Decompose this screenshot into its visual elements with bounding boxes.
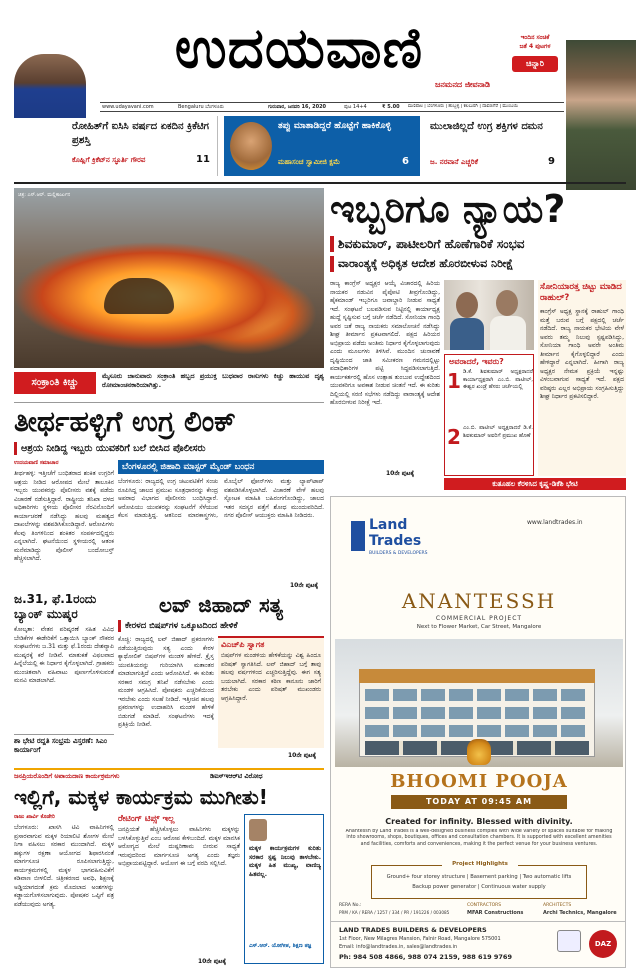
quote-box [244,814,324,964]
teaser-strip [14,116,566,176]
bull-silhouette [104,278,174,314]
who-item-1: ಡಿ.ಕೆ. ಶಿವಕುಮಾರ್ ಅಧ್ಯಕ್ಷರಾದರೆ ಕಾರ್ಯಾಧ್ಯಕ್ಷರಾಗಿ ಎಂ.ಬಿ. ಪಾಟೀಲ್, ಈಶ್ವರ ಖಂಡ್ರೆ ಹೆಸರು ಚರ್ಚೆಯಲ್ಲಿ [463,369,533,390]
page-count: ಪುಟ 14+4 [344,104,367,110]
ad-slogan: Created for infinity. Blessed with divinity. [385,817,573,826]
ad-project-sub1: COMMERCIAL PROJECT [435,615,523,622]
bottom-strap-left: ಜನಪ್ರಿಯರೊಂದಿಗೆ ಅಪಾಯದಾಣ ಕಾರ್ಯಕ್ರಮಗಳು [14,772,120,780]
ad-footer [331,921,625,967]
ad-website[interactable]: www.landtrades.in [527,519,583,526]
story3-deck: ಕೇರಳದ ಬಿಷಪ್‌ಗಳ ಒಕ್ಕೂಟದಿಂದ ಹೇಳಿಕೆ [118,620,324,632]
bottom-strap-right: ಡಿಐಸ್‌ಇಆರ್‌ಟಿ ವಿರೋಧ [210,772,263,780]
architects-label: ARCHITECTS [543,903,572,908]
quote-by: ಎಸ್.ಆರ್. ಯೋಗೀಶ, ಶಿಕ್ಷಣ ತಜ್ಞ [249,943,312,949]
ad-project-sub2: Next to Flower Market, Car Street, Mangalore [416,624,542,630]
story3-body: ಕೊಚ್ಚಿ: ರಾಜ್ಯದಲ್ಲಿ ಲವ್ ಜಿಹಾದ್ ಪ್ರಕರಣಗಳು ನಡೆಯುತ್ತಿರುವುದು ಸತ್ಯ ಎಂದು ಕೇರಳ ಕ್ಯಾಥೋಲಿಕ್ ಬಿಷಪ್‌ಗಳ ಮಂಡಳಿ ಹೇಳಿದೆ. ಕ್ರೈಸ್ತ ಯುವತಿಯರನ್ನು ಗುರಿಯಾಗಿಸಿ ಮತಾಂತರ ಮಾಡಲಾಗುತ್ತಿದೆ ಎಂದು ಆರೋಪಿಸಿದೆ. ಈ ಕುರಿತು ಸರಕಾರ ಸಮಗ್ರ ತನಿಖೆ ನಡೆಸಬೇಕು ಎಂದು ಮಂಡಳಿ ಆಗ್ರಹಿಸಿದೆ. ಪೋಷಕರು ಎಚ್ಚರಿಕೆಯಿಂದ ಇರಬೇಕು ಎಂದು ಸಲಹೆ ನೀಡಿದೆ. ಇತ್ತೀಚಿನ ಹಲವು ಪ್ರಕರಣಗಳನ್ನು ಉದಾಹರಿಸಿ ಮಂಡಳಿ ಹೇಳಿಕೆ ಬಿಡುಗಡೆ ಮಾಡಿದೆ. ಸಂಘಟನೆಗಳು ಇದಕ್ಕೆ ಪ್ರತಿಕ್ರಿಯೆ ನೀಡಿವೆ. [118,636,214,728]
story2-sub-headline: ಬೆಂಗಳೂರಲ್ಲಿ ಜಿಹಾದಿ ಮಾಸ್ಟರ್ ಮೈಂಡ್ ಬಂಧನ [118,460,324,474]
story3-jump[interactable]: 10ನೇ ಪುಟಕ್ಕೆ [288,752,317,759]
edition-list: ಮಣಿಪಾಲ | ಬೆಂಗಳೂರು | ಹುಬ್ಬಳ್ಳಿ | ಕಲಬುರಗಿ | ದಾವಣಗೆರೆ | ಮುಂಬಯಿ [408,104,518,109]
contractors-name: MFAR Constructions [467,910,524,916]
who-num-2: 2 [447,425,461,449]
highlight-1: Ground+ four storey structure | Basement parking | Two automatic lifts [386,874,572,880]
building-render [335,639,623,767]
lead-deck-1: ಶಿವಕುಮಾರ್, ಪಾಟೀಲರಿಗೆ ಹೊಣೆಗಾರಿಕೆ ಸಂಭವ [330,236,626,252]
logo-mark-icon [351,521,365,551]
story3-side-title: ವಿಎಚ್‌ಪಿ ಸ್ವಾಗತ [221,640,265,649]
rera-label: RERA No.: [339,903,362,908]
story-3 [118,592,324,764]
who-item-2: ಎಂ.ಬಿ. ಪಾಟೀಲ್ ಅಧ್ಯಕ್ಷರಾದರೆ ಡಿ.ಕೆ. ಶಿವಕುಮಾರ್ ಅವರಿಗೆ ಪ್ರಮುಖ ಹೊಣೆ [463,425,533,439]
teaser-2-page: 6 [402,156,409,167]
story3-side-body: ಬಿಷಪ್‌ಗಳ ಮಂಡಳಿಯ ಹೇಳಿಕೆಯನ್ನು ವಿಶ್ವ ಹಿಂದೂ ಪರಿಷತ್ ಸ್ವಾಗತಿಸಿದೆ. ಲವ್ ಜಿಹಾದ್ ಬಗ್ಗೆ ತಾವು ಹಲವು ವರ್ಷಗಳಿಂದ ಎಚ್ಚರಿಸುತ್ತಿದ್ದೆವು. ಈಗ ಸತ್ಯ ಬಯಲಾಗಿದೆ. ಸರಕಾರ ಕಠಿಣ ಕಾನೂನು ಜಾರಿಗೆ ತರಬೇಕು ಎಂದು ಪರಿಷತ್ ಮುಖಂಡರು ಆಗ್ರಹಿಸಿದ್ದಾರೆ. [221,652,321,702]
edition-name: Bengaluru ಬೆಂಗಳೂರು [178,104,224,110]
story2-byline: ಉದಯವಾಣಿ ಸಮಾಚಾರ [14,460,59,466]
tips-body: ಜನಪ್ರಿಯತೆ ಹೆಚ್ಚಿಸಿಕೊಳ್ಳಲು ವಾಹಿನಿಗಳು ಮಕ್ಕಳನ್ನು ಬಳಸಿಕೊಳ್ಳುತ್ತಿವೆ ಎಂಬ ಆರೋಪ ಕೇಳಿಬಂದಿದೆ. ಮಕ್ಕಳ ಮಾನಸಿಕ ಆರೋಗ್ಯದ ಮೇಲೆ ದುಷ್ಪರಿಣಾಮ ಬೀರುವ ಸಾಧ್ಯತೆ ಇರುವುದರಿಂದ ಮಾರ್ಗಸೂಚಿ ಅಗತ್ಯ ಎಂದು ತಜ್ಞರು ಅಭಿಪ್ರಾಯಪಟ್ಟಿದ್ದಾರೆ. ಆಯೋಗ ಈ ಬಗ್ಗೆ ವರದಿ ಸಲ್ಲಿಸಿದೆ. [118,826,240,867]
bottom-body: ಬೆಂಗಳೂರು: ಖಾಸಗಿ ಟಿವಿ ವಾಹಿನಿಗಳಲ್ಲಿ ಪ್ರಸಾರವಾಗುವ ಮಕ್ಕಳ ರಿಯಾಲಿಟಿ ಶೋಗಳ ಮೇಲೆ ನಿಗಾ ವಹಿಸಲು ಸರಕಾರ ಮುಂದಾಗಿದೆ. ಮಕ್ಕಳ ಹಕ್ಕುಗಳ ರಕ್ಷಣಾ ಆಯೋಗದ ಶಿಫಾರಸಿನಂತೆ ಮಾರ್ಗಸೂಚಿ ರೂಪಿಸಲಾಗುತ್ತಿದ್ದು, ಕಾರ್ಯಕ್ರಮಗಳಲ್ಲಿ ಮಕ್ಕಳ ಭಾಗವಹಿಸುವಿಕೆಗೆ ಕಡಿವಾಣ ಬೀಳಲಿದೆ. ಚಿತ್ರೀಕರಣದ ಅವಧಿ, ಶಿಕ್ಷಣಕ್ಕೆ ಅಡ್ಡಿಯಾಗದಂತೆ ಕ್ರಮ ಮೊದಲಾದ ಅಂಶಗಳನ್ನು ಕಡ್ಡಾಯಗೊಳಿಸಲಾಗುವುದು. ಪೋಷಕರ ಒಪ್ಪಿಗೆ ಪತ್ರ ಪಡೆಯುವುದು ಅಗತ್ಯ. [14,824,114,908]
website-link[interactable]: www.udayavani.com [102,104,154,110]
company-email[interactable]: Email: info@landtrades.in, sales@landtrades.in [339,944,458,950]
rera-number: PRM / KA / RERA / 1257 / 334 / PR / 191226 / 003085 [339,910,450,915]
teaser-2-title: ತಪ್ಪು ಮಾತಾಡಿದ್ದರೆ ಹೊಟ್ಟೆಗೆ ಹಾಕಿಕೊಳ್ಳಿ [278,121,392,131]
brief-note: ಶಾ ಭೇಟಿ ರದ್ದತಿ ಸಂಭ್ರಮ ವಿಸ್ತರಣೆ: ಸಿಎಂ ಕಾರ್ಯಾಂಗೆ [14,734,114,762]
bottom-jump[interactable]: 10ನೇ ಪುಟಕ್ಕೆ [198,958,227,965]
photo-story [14,188,324,398]
lead-photo-caption: ಕುತೂಹಲ ಕೆರಳಿಸಿದ ಕೃಷ್ಣ-ಡಿಕೆಶಿ ಭೇಟಿ [444,478,626,490]
lead-deck-2: ವಾರಾಂತ್ಯಕ್ಕೆ ಅಧಿಕೃತ ಆದೇಶ ಹೊರಬೀಳುವ ನಿರೀಕ್ಷೆ [330,256,626,272]
teaser-1[interactable] [14,116,218,176]
teaser-3-tag: ಜ. ನರವಾನೆ ಎಚ್ಚರಿಕೆ [430,158,479,166]
dateline-bar [100,102,564,112]
top-divider [14,182,626,184]
architects-name: Archi Technics, Mangalore [543,910,617,916]
bottom-strap [14,768,324,780]
photo-caption: ಮೈಸೂರು ಜಾನುವಾರು ಸಂಕ್ರಾಂತಿ ಹಬ್ಬದ ಪ್ರಯುಕ್ತ ಬುಧವಾರ ರಾಸುಗಳು ಕಿಚ್ಚು ಹಾಯುವ ದೃಶ್ಯ ರೋಮಾಂಚನಕಾರಿಯಾಗಿತ್ತು. [102,372,324,389]
photo-credit: ಚಿತ್ರ: ಎಸ್.ಆರ್. ಮಲ್ಲಿಕಾರ್ಜುನ [18,192,71,198]
brief [14,592,114,764]
photo-label: ಸಂಕ್ರಾಂತಿ ಕಿಚ್ಚು [14,372,96,394]
ad-project: ANANTESSH [401,589,557,613]
lead-story [330,186,626,492]
story2-deck: ಆಶ್ರಯ ನೀಡಿದ್ದ ಇಬ್ಬರು ಯುವಕರಿಗೆ ಬಲೆ ಬೀಸಿದ ಪೊಲೀಸರು [14,442,324,455]
promo-label: ಚಿನ್ನಾರಿ [512,56,558,72]
story2-headline: ತೀರ್ಥಹಳ್ಳಿಗೆ ಉಗ್ರ ಲಿಂಕ್ [14,405,236,438]
promo-line1: ಇಂದಿನ ಸಂಚಿಕೆ [520,34,550,41]
swamiji-photo [230,122,272,170]
highlight-2: Backup power generator | Continuous water supply [412,884,546,890]
story3-headline: ಲವ್ ಜಿಹಾದ್ ಸತ್ಯ [159,593,283,617]
ad-block[interactable] [330,496,626,968]
story3-side-box [218,636,324,748]
daz-badge: DAZ [589,930,617,958]
general-photo [566,40,636,190]
sidebar-title: ಸೋನಿಯಾರತ್ತ ಚಿಟ್ಟು ಮಾಡಿದ ರಾಹುಲ್? [540,282,622,303]
ad-event: BHOOMI POOJA [390,771,568,792]
masthead-title: ಉದಯವಾಣಿ [174,16,424,81]
teaser-1-title: ರೋಹಿತ್‌ಗೆ ಐಸಿಸಿ ವರ್ಷದ ಏಕದಿನ ಕ್ರಿಕೆಟಿಗ ಪ್ರಶಸ್ತಿ [72,121,209,146]
highlights-box [371,861,587,899]
lead-jump[interactable]: 10ನೇ ಪುಟಕ್ಕೆ [386,470,415,477]
teaser-2-tag: ಮಹಾಸಂಚ ಸ್ವಾಮೀಜಿ ಕ್ಷಮೆ [278,158,341,166]
logo-sub: BUILDERS & DEVELOPERS [369,551,428,556]
kalash-icon [467,739,491,765]
who-box [444,354,534,476]
promo-badge[interactable] [512,30,558,80]
masthead [0,0,640,104]
teaser-3-title: ಮುಲಾಜಿಲ್ಲದೆ ಉಗ್ರ ಶಕ್ತಿಗಳ ದಮನ [430,121,543,132]
quote-photo [249,819,267,841]
highlights-title: Project Highlights [442,861,518,867]
teaser-3-page: 9 [548,156,555,167]
bottom-byline: ರಾಜು ಖಾರ್ವಿ ಕೊಡೇರಿ [14,814,55,820]
bonfire-photo [14,188,324,368]
teaser-2[interactable] [224,116,420,176]
bottom-headline: ಇಲ್ಲಿಗೆ, ಮಕ್ಕಳ ಕಾರ್ಯಕ್ರಮ ಮುಗೀತು! [14,785,268,809]
brief-body: ಕೋಲ್ಕತಾ: ವೇತನ ಪರಿಷ್ಕರಣೆ ಸಹಿತ ವಿವಿಧ ಬೇಡಿಕೆಗಳ ಈಡೇರಿಕೆಗೆ ಒತ್ತಾಯಿಸಿ ಬ್ಯಾಂಕ್ ನೌಕರರ ಸಂಘಟನೆಗಳು ಜ.31 ಮತ್ತು ಫೆ.1ರಂದು ದೇಶವ್ಯಾಪಿ ಮುಷ್ಕರಕ್ಕೆ ಕರೆ ನೀಡಿವೆ. ಮಾತುಕತೆ ವಿಫಲವಾದ ಹಿನ್ನೆಲೆಯಲ್ಲಿ ಈ ನಿರ್ಧಾರ ಕೈಗೊಳ್ಳಲಾಗಿದೆ. ಗ್ರಾಹಕರು ಮುಂಚಿತವಾಗಿ ವಹಿವಾಟು ಪೂರ್ಣಗೊಳಿಸುವಂತೆ ಮನವಿ ಮಾಡಲಾಗಿದೆ. [14,626,114,684]
logo-line1: Land [369,517,408,533]
teaser-1-tag: ಕೊಹ್ಲಿಗೆ ಕ್ರಿಕೆಟ್‌ನ ಸ್ಫೂರ್ತಿ ಗೌರವ [72,156,146,164]
company-phones[interactable]: Ph: 984 508 4866, 988 074 2159, 988 619 9769 [339,953,512,961]
story2-body: ತೀರ್ಥಹಳ್ಳಿ: ಇತ್ತೀಚೆಗೆ ಬಂಧಿತರಾದ ಶಂಕಿತ ಉಗ್ರರಿಗೆ ಆಶ್ರಯ ನೀಡಿದ ಆರೋಪದ ಮೇಲೆ ತಾಲೂಕಿನ ಇಬ್ಬರು ಯುವಕರನ್ನು ಪೊಲೀಸರು ವಶಕ್ಕೆ ಪಡೆದು ವಿಚಾರಣೆ ನಡೆಸುತ್ತಿದ್ದಾರೆ. ರಾಷ್ಟ್ರೀಯ ತನಿಖಾ ದಳದ ಅಧಿಕಾರಿಗಳು ಸ್ಥಳೀಯ ಪೊಲೀಸರ ನೆರವಿನೊಂದಿಗೆ ಕಾರ್ಯಾಚರಣೆ ನಡೆಸಿದ್ದು ಹಲವು ಮಹತ್ವದ ದಾಖಲೆಗಳನ್ನು ವಶಪಡಿಸಿಕೊಂಡಿದ್ದಾರೆ. ಆರೋಪಿಗಳು ಕೆಲವು ತಿಂಗಳಿನಿಂದ ಶಂಕಿತರ ಸಂಪರ್ಕದಲ್ಲಿದ್ದರು ಎನ್ನಲಾಗಿದೆ. ಘಟನೆಯಿಂದ ಸ್ಥಳೀಯರಲ್ಲಿ ಆತಂಕ ಮನೆಮಾಡಿದ್ದು ಪೊಲೀಸ್ ಬಂದೋಬಸ್ತ್ ಹೆಚ್ಚಿಸಲಾಗಿದೆ. [14,470,114,562]
cricketer-photo [14,54,86,118]
who-num-1: 1 [447,369,461,393]
ad-logo [351,515,451,563]
issue-date: ಗುರುವಾರ, ಜನವರಿ 16, 2020 [268,104,327,110]
who-title: ಅವರಾದರೆ, ಇವರು? [449,357,504,366]
credai-logo-icon [557,930,581,952]
promo-line2: ಜತೆ 4 ಪುಟಗಳ [519,43,551,50]
teaser-1-page: 11 [196,154,210,165]
teaser-3[interactable] [426,116,566,176]
sidebar-body: ಕಾಂಗ್ರೆಸ್ ಅಧ್ಯಕ್ಷ ಸ್ಥಾನಕ್ಕೆ ರಾಹುಲ್ ಗಾಂಧಿ ಮತ್ತೆ ಬರುವ ಬಗ್ಗೆ ಪಕ್ಷದಲ್ಲಿ ಚರ್ಚೆ ನಡೆದಿದೆ. ರಾಜ್ಯ ನಾಯಕರ ಭೇಟಿಯ ವೇಳೆ ಅವರು ತಮ್ಮ ನಿಲುವು ಸ್ಪಷ್ಟಪಡಿಸಿದ್ದು, ಸೋನಿಯಾ ಗಾಂಧಿ ಅವರೇ ಅಂತಿಮ ತೀರ್ಮಾನ ಕೈಗೊಳ್ಳಲಿದ್ದಾರೆ ಎಂದು ಹೇಳಿದ್ದಾರೆ ಎನ್ನಲಾಗಿದೆ. ಹೀಗಾಗಿ ರಾಜ್ಯ ಅಧ್ಯಕ್ಷರ ನೇಮಕ ಪ್ರಕ್ರಿಯೆ ಇನ್ನಷ್ಟು ವಿಳಂಬವಾಗುವ ಸಾಧ್ಯತೆ ಇದೆ. ಪಕ್ಷದ ವರಿಷ್ಠರು ಎಲ್ಲರ ಅಭಿಪ್ರಾಯ ಸಂಗ್ರಹಿಸುತ್ತಿದ್ದು ಶೀಘ್ರ ನಿರ್ಧಾರ ಪ್ರಕಟಿಸಲಿದ್ದಾರೆ. [540,308,624,400]
lead-body: ರಾಜ್ಯ ಕಾಂಗ್ರೆಸ್ ಅಧ್ಯಕ್ಷರ ಆಯ್ಕೆ ವಿಚಾರದಲ್ಲಿ ಹಿರಿಯ ನಾಯಕರ ನಡುವಿನ ಪೈಪೋಟಿ ತೀವ್ರಗೊಂಡಿದ್ದು, ಹೈಕಮಾಂಡ್ ಇಬ್ಬರಿಗೂ ಜವಾಬ್ದಾರಿ ನೀಡುವ ಸಾಧ್ಯತೆ ಇದೆ. ಸಂಘಟನೆ ಬಲಪಡಿಸುವ ನಿಟ್ಟಿನಲ್ಲಿ ಕಾರ್ಯಾಧ್ಯಕ್ಷ ಹುದ್ದೆ ಸೃಷ್ಟಿಸುವ ಬಗ್ಗೆ ಚರ್ಚೆ ನಡೆದಿದೆ. ಸೋನಿಯಾ ಗಾಂಧಿ ಅವರ ಜತೆ ರಾಜ್ಯ ನಾಯಕರು ಸಮಾಲೋಚನೆ ನಡೆಸಿದ್ದು ಶೀಘ್ರ ತೀರ್ಮಾನ ಪ್ರಕಟವಾಗಲಿದೆ. ಪಕ್ಷದ ಹಿರಿಯರ ಅಭಿಪ್ರಾಯ ಪಡೆದು ಅಂತಿಮ ನಿರ್ಧಾರ ಕೈಗೊಳ್ಳಲಾಗುವುದು ಎಂದು ಮೂಲಗಳು ತಿಳಿಸಿವೆ. ಮುಂದಿನ ಚುನಾವಣೆ ದೃಷ್ಟಿಯಿಂದ ಜಾತಿ ಸಮೀಕರಣ ಗಮನದಲ್ಲಿಟ್ಟು ಪದಾಧಿಕಾರಿಗಳ ಪಟ್ಟಿ ಸಿದ್ಧಪಡಿಸಲಾಗುತ್ತಿದೆ. ಕಾರ್ಯಕರ್ತರಲ್ಲಿ ಹೊಸ ಉತ್ಸಾಹ ತುಂಬುವ ಉದ್ದೇಶದಿಂದ ಯುವಕರಿಗೂ ಅವಕಾಶ ನೀಡುವ ಚಿಂತನೆ ಇದೆ. ಈ ಕುರಿತು ದಿಲ್ಲಿಯಲ್ಲಿ ಸರಣಿ ಸಭೆಗಳು ನಡೆದಿದ್ದು ವಾರಾಂತ್ಯಕ್ಕೆ ಆದೇಶ ಹೊರಬೀಳುವ ನಿರೀಕ್ಷೆ ಇದೆ. [330,280,440,406]
contractors-label: CONTRACTORS [467,903,502,908]
company-name: LAND TRADES BUILDERS & DEVELOPERS [339,926,487,934]
price: ₹ 5.00 [382,104,400,110]
company-address: 1st Floor, New Milagres Mansion, Falnir Road, Mangalore 575001 [339,936,501,942]
lead-headline: ಇಬ್ಬರಿಗೂ ನ್ಯಾಯ? [330,187,566,231]
bottom-story [14,768,324,968]
story-2 [14,404,324,590]
quote-text: ಮಕ್ಕಳ ಕಾರ್ಯಕ್ರಮಗಳ ಕುರಿತು ಸರಕಾರ ಸ್ಪಷ್ಟ ನಿಲುವು ತಾಳಬೇಕು. ಮಕ್ಕಳ ಹಿತ ಮುಖ್ಯ, ವಾಣಿಜ್ಯ ಹಿತವಲ್ಲ. [249,845,321,878]
tips-title: ರೇಟಿಂಗ್ ಟಿಪ್ಸ್ ಇಲ್ಲ [118,814,175,824]
ad-event-time: TODAY AT 09:45 AM [391,795,567,809]
logo-line2: Trades [369,533,422,549]
brief-headline: ಜ.31, ಫೆ.1ರಂದು ಬ್ಯಾಂಕ್ ಮುಷ್ಕರ [14,592,97,621]
lead-photo [444,280,534,350]
story2-sub-body: ಬೆಂಗಳೂರು: ರಾಜ್ಯದಲ್ಲಿ ಉಗ್ರ ಚಟುವಟಿಕೆಗೆ ಸಂಚು ರೂಪಿಸಿದ್ದ ಜಾಲದ ಪ್ರಮುಖ ಸೂತ್ರಧಾರನನ್ನು ಕೇಂದ್ರ ಅಪರಾಧ ವಿಭಾಗದ ಪೊಲೀಸರು ಬಂಧಿಸಿದ್ದಾರೆ. ಆರೋಪಿಯು ಯುವಕರನ್ನು ಸಂಘಟನೆಗೆ ಸೆಳೆಯುವ ಕೆಲಸ ಮಾಡುತ್ತಿದ್ದ. ಆತನಿಂದ ಮಾರಕಾಸ್ತ್ರಗಳು, ಮೊಬೈಲ್ ಫೋನ್‌ಗಳು ಮತ್ತು ಲ್ಯಾಪ್‌ಟಾಪ್ ವಶಪಡಿಸಿಕೊಳ್ಳಲಾಗಿದೆ. ವಿಚಾರಣೆ ವೇಳೆ ಹಲವು ಸ್ಫೋಟಕ ಮಾಹಿತಿ ಬಹಿರಂಗಗೊಂಡಿದ್ದು, ಜಾಲದ ಇತರ ಸದಸ್ಯರ ಪತ್ತೆಗೆ ಶೋಧ ಮುಂದುವರಿದಿದೆ. ನಗರ ಪೊಲೀಸ್ ಆಯುಕ್ತರು ಮಾಹಿತಿ ನೀಡಿದರು. [118,478,324,519]
ad-blurb: Anantessh by Land Trades is a well-designed business complex with wide variety of spaces suitable for making into showrooms, shops, boutiques, offices and consultation chambers. It is supported with excellent amenities and facilities, comforts and conveniences, making it the perfect venue for your business ventures. [345,829,613,847]
masthead-tagline: ಜನಮನದ ಜೀವನಾಡಿ [435,80,490,89]
story2-jump[interactable]: 10ನೇ ಪುಟಕ್ಕೆ [290,582,319,589]
tips-box [118,814,240,964]
mid-divider-left [14,402,324,403]
sidebar-box [538,280,626,476]
